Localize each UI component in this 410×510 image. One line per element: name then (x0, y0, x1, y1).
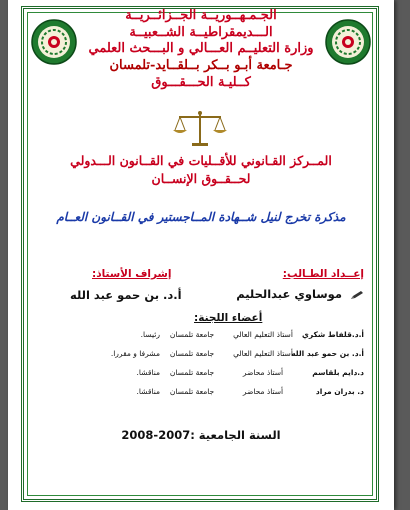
member-name: د. بدران مراد (315, 387, 364, 396)
header-line-republic: الجـمـهــوريــة الجــزائــريــة (125, 8, 277, 23)
thesis-subtitle: مذكرة تخرج لنيل شــهادة المــاجستير في القــانون العــام (56, 210, 346, 224)
member-role: مناقشا. (136, 368, 160, 377)
member-rank: أستاذ محاضر (242, 368, 284, 377)
scales-of-justice-icon (171, 110, 229, 148)
member-name: د.دايم بلقاسم (312, 368, 364, 377)
header-line-democratic: الـــديمقراطيــة الشــعبيــة (129, 24, 273, 40)
committee-member (44, 349, 364, 368)
header-line-university: جـامعة أبـو بــكر بــلقــايد-تلمسان (109, 57, 293, 73)
supervisor-name: أ.د. بن حمو عبد الله (70, 288, 182, 302)
pen-icon (350, 290, 364, 300)
header-line-faculty: كــليـة الحـــقـــوق (151, 75, 251, 90)
thesis-title-line-2: لحــقــوق الإنســان (151, 171, 251, 186)
academic-year: السنة الجامعية :2007-2008 (121, 428, 281, 442)
committee-member (44, 387, 364, 406)
member-university: جامعة تلمسان (169, 349, 215, 358)
committee-title: أعضاء اللجنة: (194, 312, 263, 324)
member-university: جامعة تلمسان (169, 330, 215, 339)
member-role: رئيسا. (140, 330, 160, 339)
member-university: جامعة تلمسان (169, 387, 215, 396)
member-role: مناقشا. (136, 387, 160, 396)
member-name: أ.د.قلفاط شكري (302, 330, 364, 339)
committee-member (44, 330, 364, 349)
thesis-title (38, 152, 364, 188)
institution-header (68, 8, 334, 92)
supervisor-label: إشراف الأستاذ: (92, 268, 172, 280)
committee-list (44, 330, 364, 406)
member-role: مشرفا و مقررا. (110, 349, 160, 358)
student-name: موساوي عبدالحليم (236, 287, 342, 301)
header-line-ministry: وزارة التعليــم العـــالي و البـــحث العلمي (88, 41, 314, 56)
student-name-row (236, 287, 364, 301)
member-university: جامعة تلمسان (169, 368, 215, 377)
member-name: أ.د. بن حمو عبد الله (291, 349, 364, 358)
member-rank: أستاذ التعليم العالي (233, 349, 293, 358)
thesis-title-line-1: المــركز القـانوني للأقــليات في القــانون الـــدولي (70, 153, 332, 168)
document-page (8, 0, 394, 510)
student-label: إعــداد الطـالب: (282, 268, 364, 280)
committee-member (44, 368, 364, 387)
member-rank: أستاذ التعليم العالي (233, 330, 293, 339)
member-rank: أستاذ محاضر (242, 387, 284, 396)
